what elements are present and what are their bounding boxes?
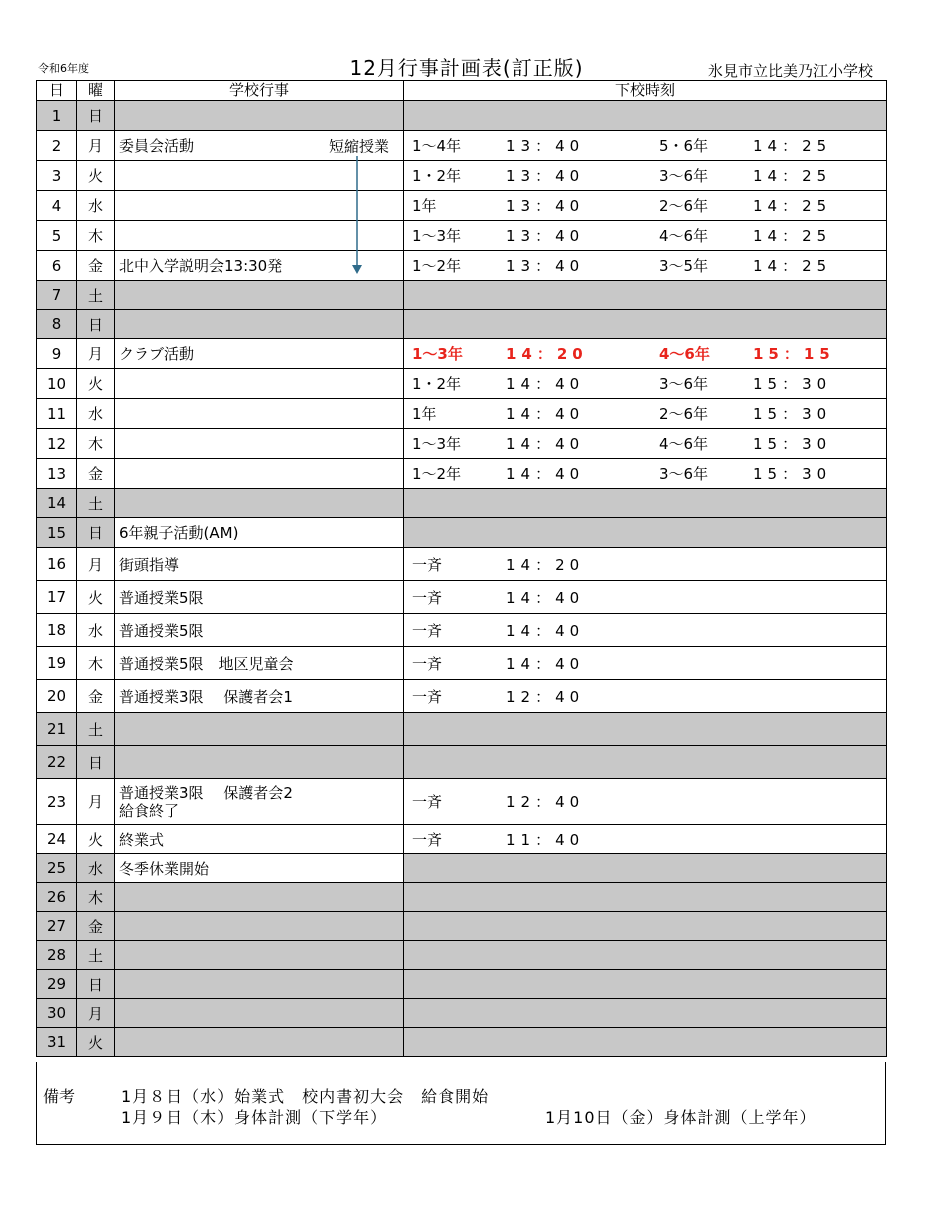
weekday-cell: 土: [77, 713, 115, 746]
day-cell: 12: [37, 429, 77, 459]
event-text: 普通授業3限 保護者会1: [119, 687, 293, 706]
remarks-box: [36, 1062, 886, 1145]
event-text: 終業式: [119, 830, 165, 849]
event-cell: [115, 101, 404, 131]
event-cell: [115, 548, 404, 581]
dismissal-time: 14：40: [506, 405, 585, 423]
column-header-weekday: 曜: [77, 81, 115, 101]
day-cell: 27: [37, 912, 77, 941]
table-row: [37, 680, 887, 713]
dismissal-time: 14：25: [753, 167, 832, 185]
dismissal-time: 15：30: [753, 435, 832, 453]
dismissal-cell: [404, 251, 887, 281]
dismissal-cell: [404, 779, 887, 825]
dismissal-time: 14：40: [506, 375, 585, 393]
dismissal-cell: [404, 970, 887, 999]
event-cell: [115, 854, 404, 883]
dismissal-time: 15：30: [753, 465, 832, 483]
schedule-table: [36, 80, 887, 1057]
event-note: 短縮授業: [328, 137, 389, 155]
dismissal-cell: [404, 101, 887, 131]
dismissal-cell: [404, 131, 887, 161]
table-row: [37, 369, 887, 399]
dismissal-cell: [404, 883, 887, 912]
table-row: [37, 518, 887, 548]
day-cell: 29: [37, 970, 77, 999]
dismissal-cell: [404, 912, 887, 941]
dismissal-cell: [404, 825, 887, 854]
dismissal-time: 14：40: [506, 465, 585, 483]
grade-group: 4～6年: [659, 345, 710, 363]
dismissal-time: 13：40: [506, 137, 585, 155]
grade-group: 1～2年: [412, 465, 462, 483]
dismissal-cell: [404, 191, 887, 221]
event-cell: [115, 825, 404, 854]
down-arrow-icon: [350, 156, 364, 276]
dismissal-cell: [404, 399, 887, 429]
remarks-line: 1月10日（金）身体計測（上学年）: [545, 1108, 817, 1127]
event-text: 普通授業5限: [119, 621, 204, 640]
event-cell: [115, 459, 404, 489]
weekday-cell: 日: [77, 310, 115, 339]
grade-group: 2～6年: [659, 197, 709, 215]
weekday-cell: 月: [77, 548, 115, 581]
day-cell: 2: [37, 131, 77, 161]
grade-group: 4～6年: [659, 227, 709, 245]
day-cell: 9: [37, 339, 77, 369]
grade-group: 4～6年: [659, 435, 709, 453]
event-cell: [115, 399, 404, 429]
day-cell: 4: [37, 191, 77, 221]
dismissal-time: 12：40: [506, 793, 585, 811]
grade-group: 3～6年: [659, 375, 709, 393]
event-cell: [115, 429, 404, 459]
weekday-cell: 水: [77, 854, 115, 883]
dismissal-cell: [404, 647, 887, 680]
dismissal-cell: [404, 854, 887, 883]
day-cell: 28: [37, 941, 77, 970]
event-text: 北中入学説明会13:30発: [119, 257, 283, 275]
event-text: クラブ活動: [119, 345, 195, 363]
dismissal-time: 11：40: [506, 830, 585, 849]
day-cell: 30: [37, 999, 77, 1028]
table-row: [37, 548, 887, 581]
event-text: 普通授業5限 地区児童会: [119, 654, 294, 673]
dismissal-cell: [404, 614, 887, 647]
grade-group: 1～3年: [412, 345, 463, 363]
table-row: [37, 825, 887, 854]
dismissal-cell: [404, 310, 887, 339]
table-row: [37, 912, 887, 941]
grade-group: 3～6年: [659, 167, 709, 185]
grade-group: 一斉: [412, 654, 443, 673]
grade-group: 5・6年: [659, 137, 709, 155]
event-cell: [115, 310, 404, 339]
dismissal-time: 13：40: [506, 257, 585, 275]
dismissal-cell: [404, 369, 887, 399]
day-cell: 31: [37, 1028, 77, 1057]
event-cell: [115, 281, 404, 310]
day-cell: 18: [37, 614, 77, 647]
day-cell: 3: [37, 161, 77, 191]
event-cell: [115, 369, 404, 399]
dismissal-cell: [404, 548, 887, 581]
weekday-cell: 日: [77, 518, 115, 548]
weekday-cell: 金: [77, 912, 115, 941]
day-cell: 8: [37, 310, 77, 339]
remarks-line: 1月９日（木）身体計測（下学年）: [121, 1108, 388, 1127]
table-row: [37, 1028, 887, 1057]
event-cell: [115, 970, 404, 999]
event-text: 6年親子活動(AM): [119, 524, 239, 542]
event-cell: [115, 581, 404, 614]
weekday-cell: 金: [77, 459, 115, 489]
day-cell: 15: [37, 518, 77, 548]
day-cell: 17: [37, 581, 77, 614]
weekday-cell: 木: [77, 221, 115, 251]
weekday-cell: 月: [77, 999, 115, 1028]
weekday-cell: 火: [77, 825, 115, 854]
event-cell: [115, 614, 404, 647]
grade-group: 1・2年: [412, 375, 462, 393]
column-header-dismissal: 下校時刻: [404, 81, 887, 101]
grade-group: 一斉: [412, 555, 443, 574]
weekday-cell: 水: [77, 614, 115, 647]
day-cell: 1: [37, 101, 77, 131]
day-cell: 6: [37, 251, 77, 281]
grade-group: 1～2年: [412, 257, 462, 275]
table-row: [37, 131, 887, 161]
weekday-cell: 火: [77, 1028, 115, 1057]
event-cell: [115, 680, 404, 713]
dismissal-cell: [404, 459, 887, 489]
dismissal-time: 15：15: [753, 345, 835, 363]
weekday-cell: 火: [77, 161, 115, 191]
dismissal-time: 14：25: [753, 227, 832, 245]
weekday-cell: 水: [77, 399, 115, 429]
dismissal-cell: [404, 429, 887, 459]
event-cell: [115, 746, 404, 779]
event-cell: [115, 518, 404, 548]
table-row: [37, 581, 887, 614]
weekday-cell: 木: [77, 429, 115, 459]
table-row: [37, 429, 887, 459]
day-cell: 19: [37, 647, 77, 680]
day-cell: 5: [37, 221, 77, 251]
weekday-cell: 日: [77, 101, 115, 131]
day-cell: 23: [37, 779, 77, 825]
weekday-cell: 木: [77, 647, 115, 680]
table-row: [37, 970, 887, 999]
table-row: [37, 999, 887, 1028]
table-row: [37, 399, 887, 429]
dismissal-time: 14：20: [506, 345, 588, 363]
grade-group: 3～5年: [659, 257, 709, 275]
table-row: [37, 854, 887, 883]
weekday-cell: 火: [77, 581, 115, 614]
table-row: [37, 281, 887, 310]
column-header-events: 学校行事: [115, 81, 404, 101]
column-header-day: 日: [37, 81, 77, 101]
event-cell: [115, 647, 404, 680]
weekday-cell: 金: [77, 680, 115, 713]
dismissal-time: 12：40: [506, 687, 585, 706]
dismissal-cell: [404, 221, 887, 251]
dismissal-cell: [404, 1028, 887, 1057]
table-row: [37, 883, 887, 912]
day-cell: 14: [37, 489, 77, 518]
table-row: [37, 746, 887, 779]
page-title: 12月行事計画表(訂正版): [349, 56, 584, 80]
dismissal-time: 14：20: [506, 555, 585, 574]
day-cell: 10: [37, 369, 77, 399]
day-cell: 7: [37, 281, 77, 310]
dismissal-time: 14：40: [506, 621, 585, 640]
fiscal-year-label: 令和6年度: [38, 62, 89, 75]
grade-group: 1～3年: [412, 435, 462, 453]
table-row: [37, 779, 887, 825]
dismissal-cell: [404, 161, 887, 191]
weekday-cell: 月: [77, 131, 115, 161]
table-row: [37, 251, 887, 281]
dismissal-cell: [404, 339, 887, 369]
school-name: 氷見市立比美乃江小学校: [707, 62, 873, 80]
dismissal-cell: [404, 680, 887, 713]
dismissal-time: 14：25: [753, 137, 832, 155]
event-text: 冬季休業開始: [119, 859, 210, 878]
grade-group: 1～4年: [412, 137, 462, 155]
dismissal-time: 14：25: [753, 257, 832, 275]
table-row: [37, 713, 887, 746]
event-cell: [115, 999, 404, 1028]
table-row: [37, 221, 887, 251]
event-cell: [115, 713, 404, 746]
dismissal-time: 13：40: [506, 197, 585, 215]
grade-group: 一斉: [412, 830, 443, 849]
grade-group: 一斉: [412, 687, 443, 706]
event-cell: [115, 779, 404, 825]
event-cell: [115, 1028, 404, 1057]
day-cell: 22: [37, 746, 77, 779]
dismissal-time: 14：40: [506, 435, 585, 453]
grade-group: 1・2年: [412, 167, 462, 185]
weekday-cell: 月: [77, 779, 115, 825]
table-row: [37, 191, 887, 221]
grade-group: 一斉: [412, 793, 443, 811]
grade-group: 1～3年: [412, 227, 462, 245]
table-row: [37, 459, 887, 489]
event-text: 街頭指導: [119, 555, 180, 574]
table-row: [37, 161, 887, 191]
grade-group: 1年: [412, 405, 437, 423]
weekday-cell: 日: [77, 746, 115, 779]
weekday-cell: 金: [77, 251, 115, 281]
day-cell: 24: [37, 825, 77, 854]
dismissal-time: 13：40: [506, 227, 585, 245]
dismissal-cell: [404, 581, 887, 614]
remarks-label: 備考: [43, 1087, 76, 1106]
dismissal-cell: [404, 999, 887, 1028]
dismissal-cell: [404, 713, 887, 746]
dismissal-cell: [404, 489, 887, 518]
event-cell: [115, 912, 404, 941]
event-text: 普通授業3限 保護者会2: [119, 783, 293, 802]
event-text: 委員会活動: [119, 137, 195, 155]
day-cell: 16: [37, 548, 77, 581]
table-row: [37, 310, 887, 339]
remarks-line: 1月８日（水）始業式 校内書初大会 給食開始: [121, 1087, 490, 1106]
dismissal-cell: [404, 281, 887, 310]
schedule-body: [37, 101, 887, 1057]
weekday-cell: 水: [77, 191, 115, 221]
table-row: [37, 101, 887, 131]
weekday-cell: 土: [77, 281, 115, 310]
event-text: 給食終了: [119, 801, 180, 820]
grade-group: 2～6年: [659, 405, 709, 423]
grade-group: 3～6年: [659, 465, 709, 483]
event-text: 普通授業5限: [119, 588, 204, 607]
event-cell: [115, 883, 404, 912]
dismissal-cell: [404, 941, 887, 970]
weekday-cell: 木: [77, 883, 115, 912]
dismissal-time: 14：40: [506, 588, 585, 607]
event-cell: [115, 489, 404, 518]
weekday-cell: 土: [77, 489, 115, 518]
grade-group: 1年: [412, 197, 437, 215]
weekday-cell: 土: [77, 941, 115, 970]
dismissal-time: 15：30: [753, 405, 832, 423]
event-cell: [115, 941, 404, 970]
header-row: [37, 81, 887, 101]
day-cell: 26: [37, 883, 77, 912]
dismissal-time: 14：25: [753, 197, 832, 215]
event-cell: [115, 339, 404, 369]
day-cell: 21: [37, 713, 77, 746]
dismissal-cell: [404, 746, 887, 779]
day-cell: 11: [37, 399, 77, 429]
dismissal-time: 15：30: [753, 375, 832, 393]
weekday-cell: 日: [77, 970, 115, 999]
table-row: [37, 941, 887, 970]
table-row: [37, 489, 887, 518]
grade-group: 一斉: [412, 621, 443, 640]
table-row: [37, 614, 887, 647]
dismissal-time: 13：40: [506, 167, 585, 185]
table-row: [37, 339, 887, 369]
dismissal-cell: [404, 518, 887, 548]
weekday-cell: 火: [77, 369, 115, 399]
table-row: [37, 647, 887, 680]
weekday-cell: 月: [77, 339, 115, 369]
day-cell: 20: [37, 680, 77, 713]
dismissal-time: 14：40: [506, 654, 585, 673]
day-cell: 13: [37, 459, 77, 489]
day-cell: 25: [37, 854, 77, 883]
grade-group: 一斉: [412, 588, 443, 607]
